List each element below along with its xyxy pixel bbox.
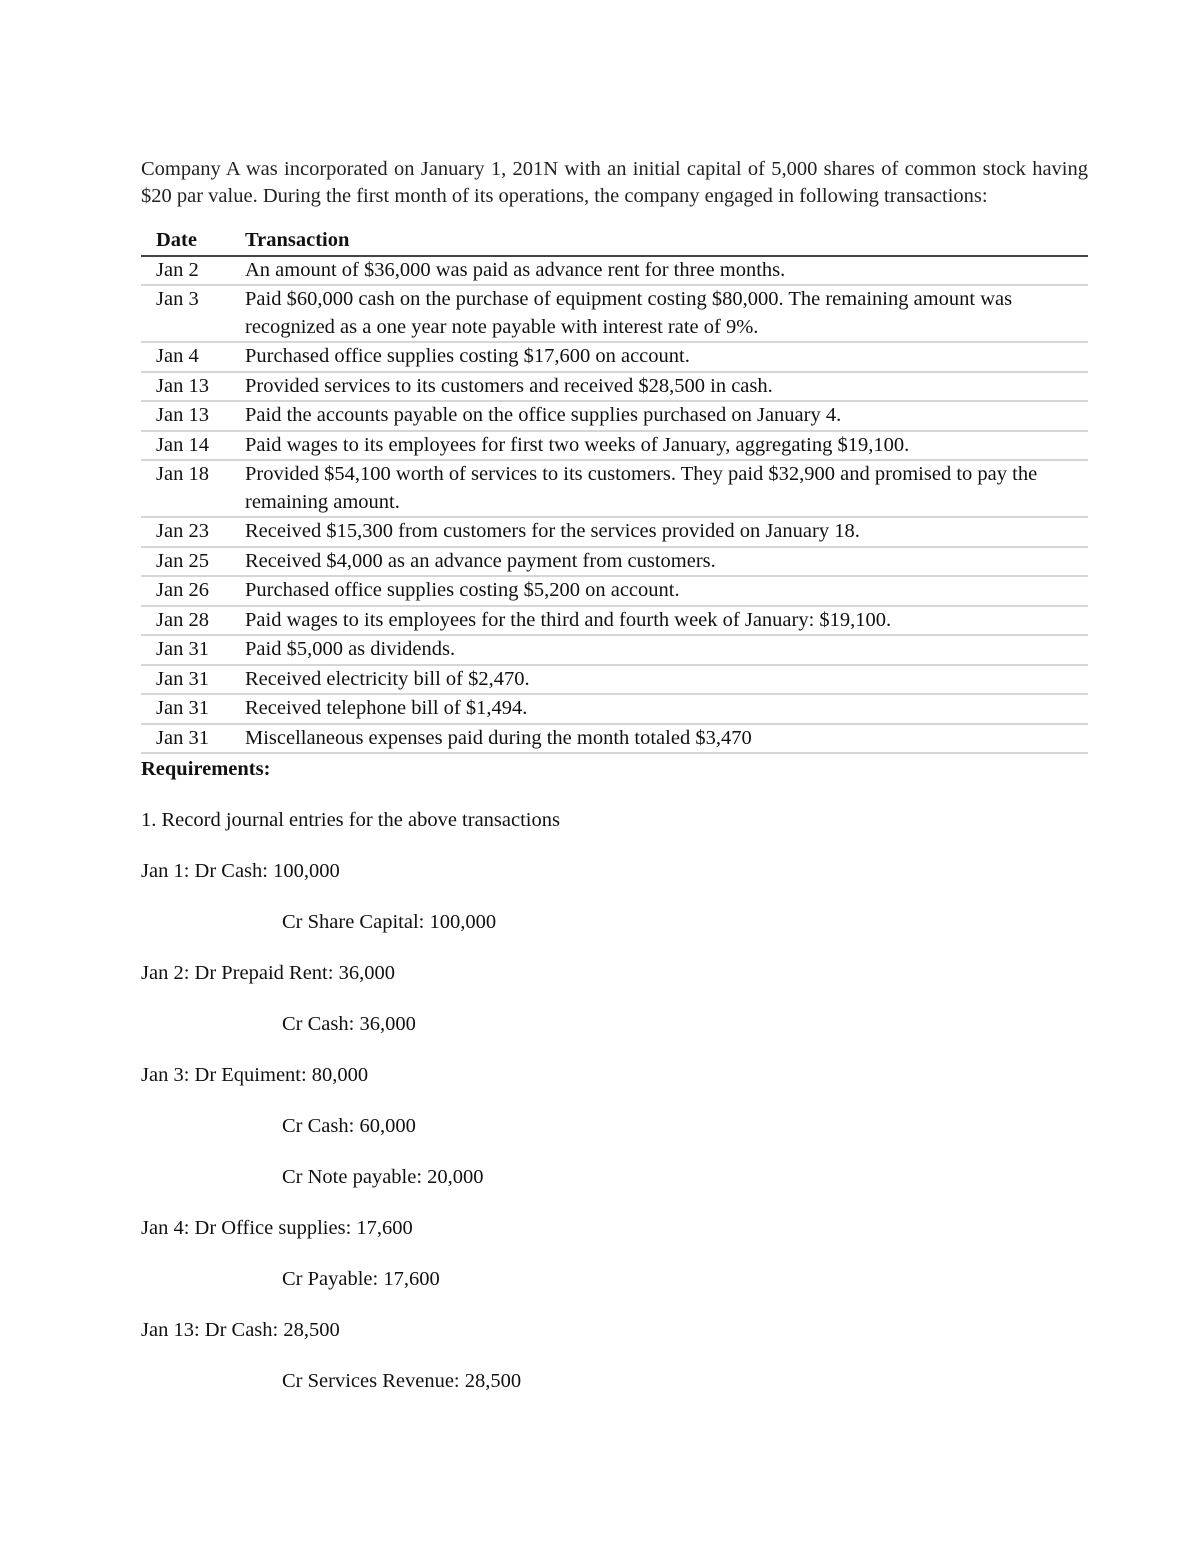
transaction-column-header: Transaction: [245, 227, 1088, 256]
table-row: [141, 724, 1088, 754]
table-row: [141, 285, 1088, 342]
requirements-heading: Requirements:: [141, 758, 271, 780]
transaction-date: Jan 31: [141, 665, 245, 695]
table-row: [141, 431, 1088, 461]
table-row: [141, 665, 1088, 695]
transaction-description: Received $15,300 from customers for the services provided on January 18.: [245, 517, 1088, 547]
transaction-date: Jan 28: [141, 606, 245, 636]
transaction-description: Received electricity bill of $2,470.: [245, 665, 1088, 695]
transaction-date: Jan 14: [141, 431, 245, 461]
table-row: [141, 606, 1088, 636]
journal-credit-line: Cr Share Capital: 100,000: [282, 911, 497, 933]
journal-debit-line: Jan 1: Dr Cash: 100,000: [141, 860, 340, 882]
transaction-description: Purchased office supplies costing $5,200 on account.: [245, 576, 1088, 606]
table-row: [141, 694, 1088, 724]
transaction-description: Received telephone bill of $1,494.: [245, 694, 1088, 724]
table-header-row: [141, 227, 1088, 256]
table-row: [141, 517, 1088, 547]
journal-credit-line: Cr Services Revenue: 28,500: [282, 1370, 522, 1392]
transaction-date: Jan 13: [141, 372, 245, 402]
transaction-description: Paid wages to its employees for first two weeks of January, aggregating $19,100.: [245, 431, 1088, 461]
transaction-description: Provided $54,100 worth of services to its customers. They paid $32,900 and promised to pay the remaining amount.: [245, 460, 1088, 517]
intro-paragraph: Company A was incorporated on January 1, 201N with an initial capital of 5,000 shares of common stock having $20 par value. During the first month of its operations, the company engaged in following transactions:: [141, 158, 1088, 207]
table-row: [141, 635, 1088, 665]
transaction-date: Jan 2: [141, 256, 245, 286]
transaction-date: Jan 3: [141, 285, 245, 342]
table-row: [141, 460, 1088, 517]
journal-credit-line: Cr Payable: 17,600: [282, 1268, 440, 1290]
transaction-description: Miscellaneous expenses paid during the month totaled $3,470: [245, 724, 1088, 754]
transaction-description: Paid $5,000 as dividends.: [245, 635, 1088, 665]
transaction-date: Jan 25: [141, 547, 245, 577]
transaction-description: Paid wages to its employees for the third and fourth week of January: $19,100.: [245, 606, 1088, 636]
table-row: [141, 372, 1088, 402]
requirement-item: 1. Record journal entries for the above transactions: [141, 809, 560, 831]
transaction-description: Provided services to its customers and received $28,500 in cash.: [245, 372, 1088, 402]
transaction-date: Jan 26: [141, 576, 245, 606]
document-page: [141, 156, 1088, 1395]
table-row: [141, 256, 1088, 286]
transactions-table: [141, 227, 1088, 754]
transaction-description: An amount of $36,000 was paid as advance rent for three months.: [245, 256, 1088, 286]
transaction-description: Paid $60,000 cash on the purchase of equipment costing $80,000. The remaining amount was recognized as a one year note payable with interest rate of 9%.: [245, 285, 1088, 342]
journal-entries: [141, 858, 1088, 1395]
table-row: [141, 576, 1088, 606]
transaction-date: Jan 18: [141, 460, 245, 517]
transaction-description: Paid the accounts payable on the office supplies purchased on January 4.: [245, 401, 1088, 431]
transaction-date: Jan 31: [141, 635, 245, 665]
date-column-header: Date: [141, 227, 245, 256]
journal-debit-line: Jan 13: Dr Cash: 28,500: [141, 1319, 340, 1341]
journal-credit-line: Cr Note payable: 20,000: [282, 1166, 484, 1188]
table-row: [141, 547, 1088, 577]
journal-debit-line: Jan 2: Dr Prepaid Rent: 36,000: [141, 962, 395, 984]
transaction-date: Jan 4: [141, 342, 245, 372]
journal-debit-line: Jan 3: Dr Equiment: 80,000: [141, 1064, 369, 1086]
transaction-date: Jan 31: [141, 724, 245, 754]
journal-credit-line: Cr Cash: 36,000: [282, 1013, 416, 1035]
journal-debit-line: Jan 4: Dr Office supplies: 17,600: [141, 1217, 413, 1239]
transaction-date: Jan 13: [141, 401, 245, 431]
transactions-table-body: [141, 256, 1088, 754]
transaction-description: Received $4,000 as an advance payment from customers.: [245, 547, 1088, 577]
journal-credit-line: Cr Cash: 60,000: [282, 1115, 416, 1137]
table-row: [141, 401, 1088, 431]
transaction-date: Jan 31: [141, 694, 245, 724]
table-row: [141, 342, 1088, 372]
transaction-description: Purchased office supplies costing $17,600 on account.: [245, 342, 1088, 372]
transaction-date: Jan 23: [141, 517, 245, 547]
